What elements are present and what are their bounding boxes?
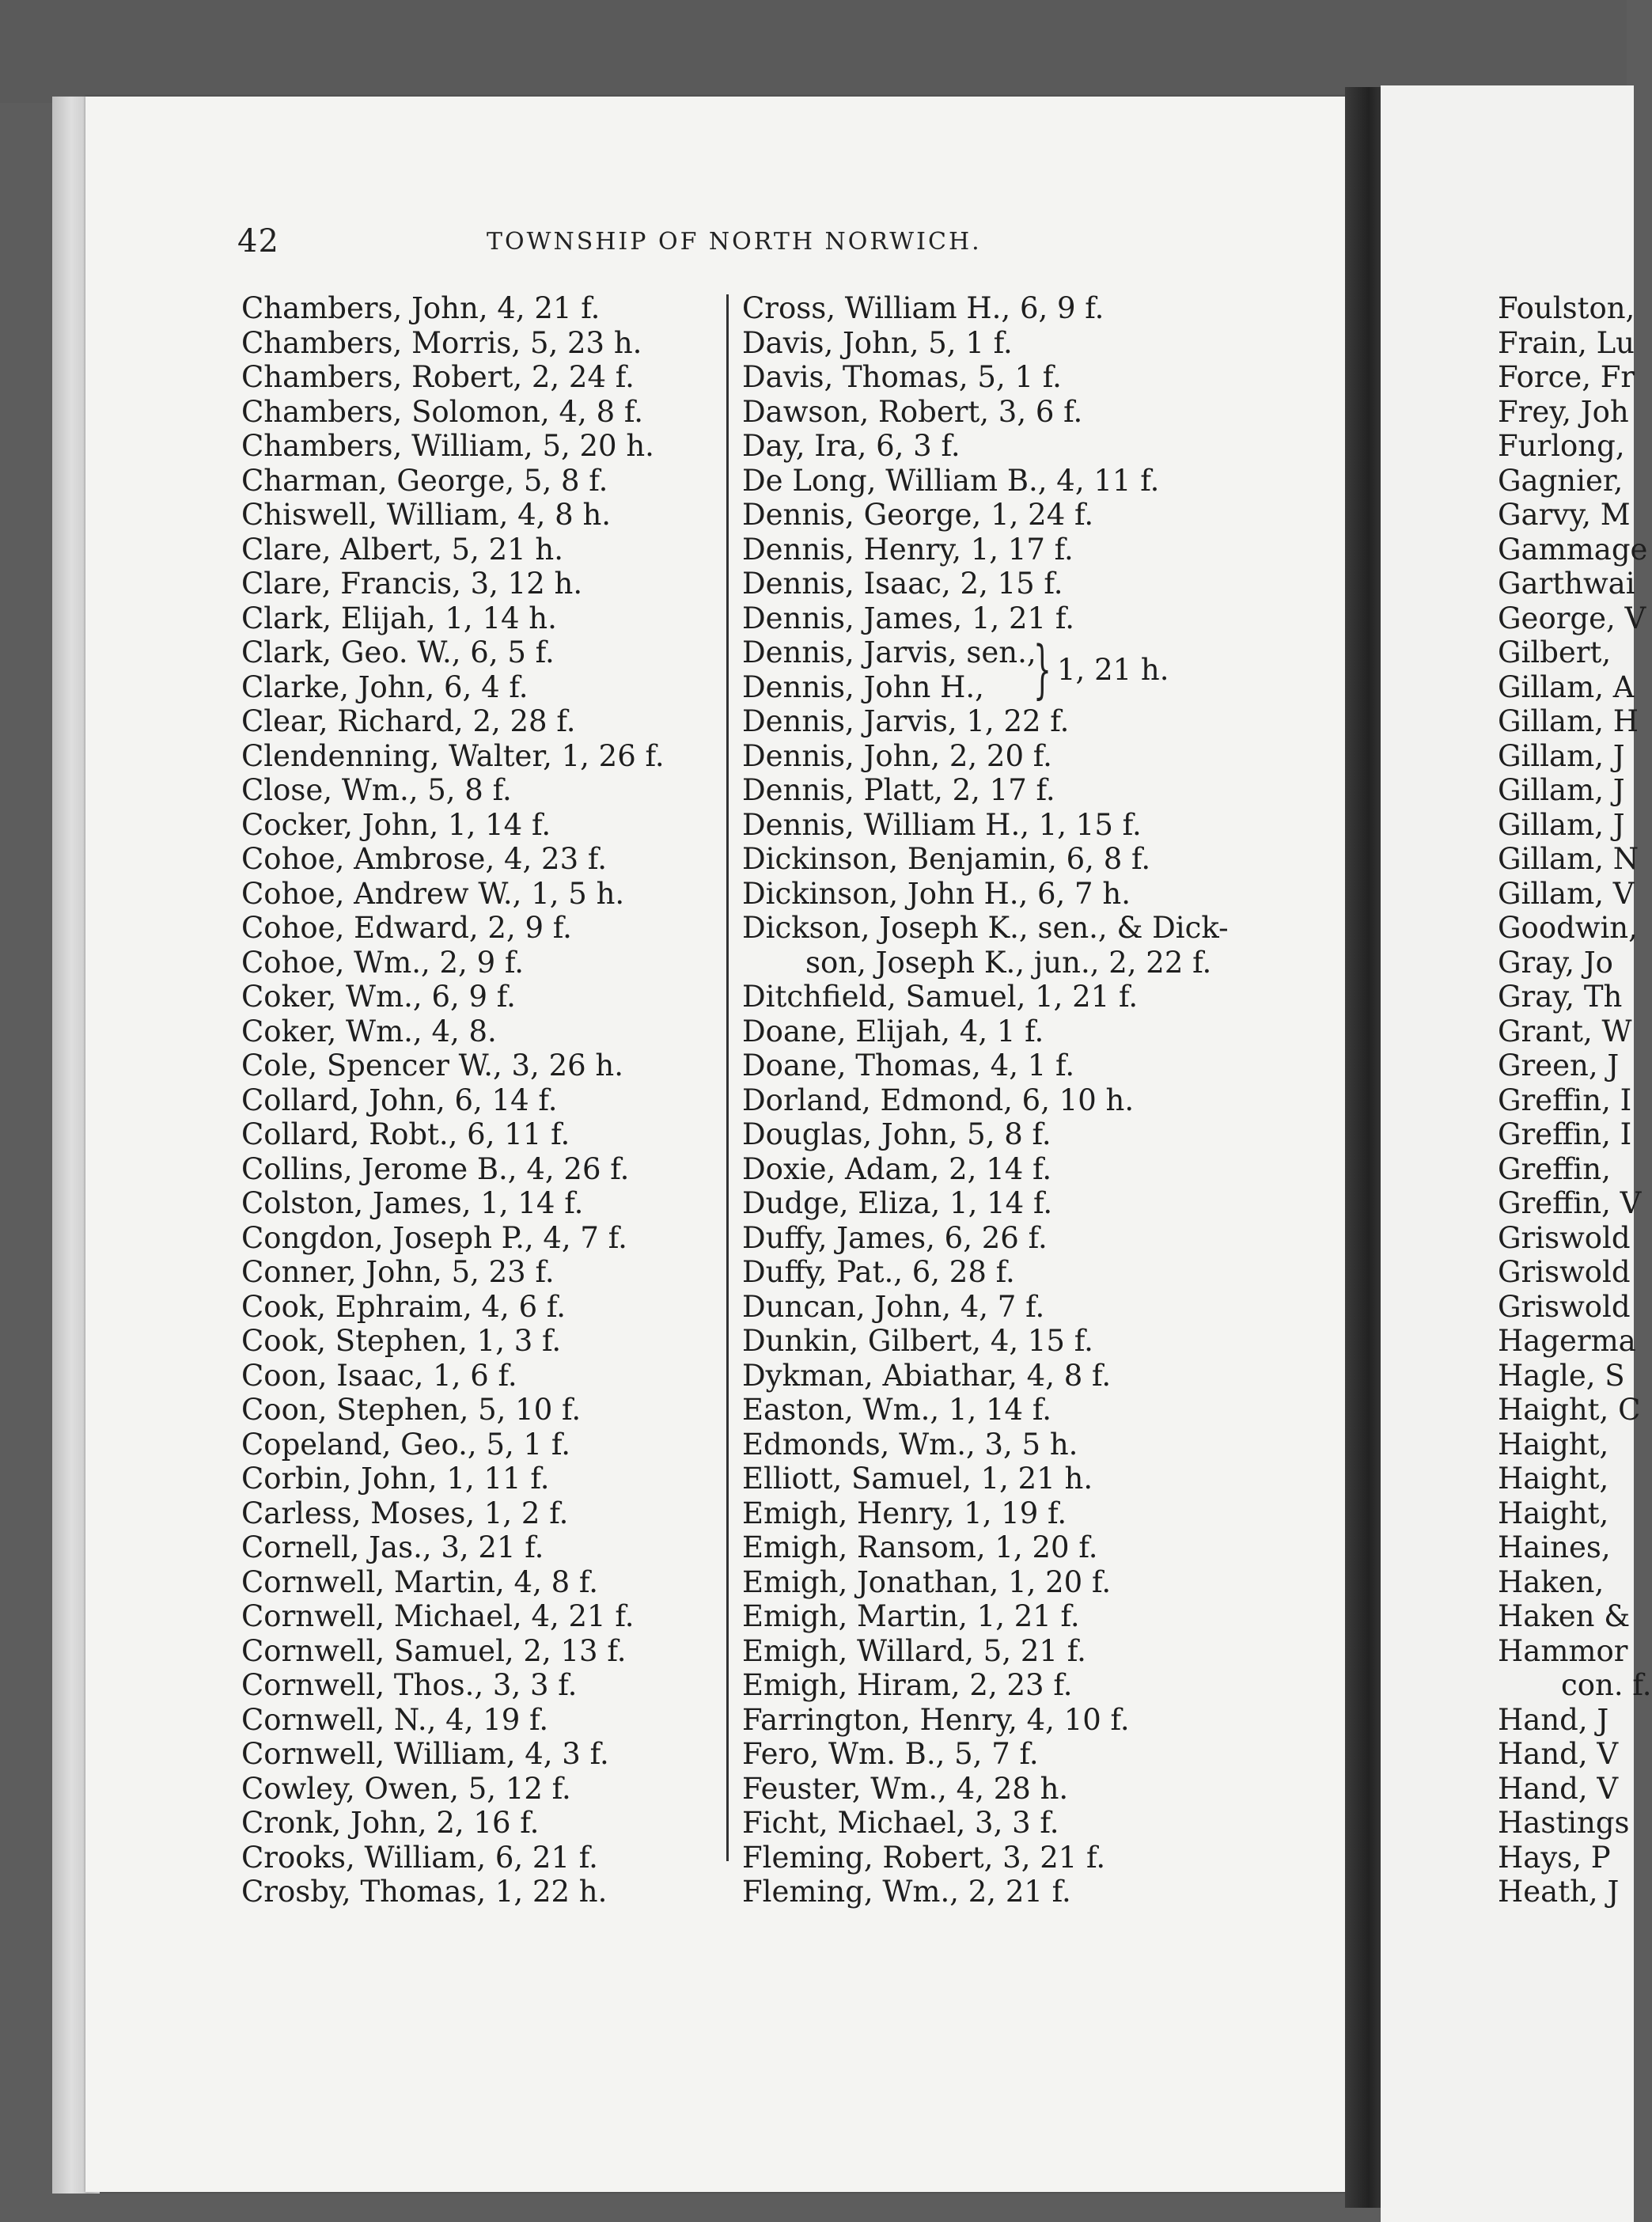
brace-reference: 1, 21 h. [1057, 653, 1169, 687]
list-item: Easton, Wm., 1, 14 f. [742, 1393, 1051, 1427]
list-item: Day, Ira, 6, 3 f. [742, 429, 961, 463]
list-item: Hastings [1498, 1806, 1630, 1840]
list-item: Dennis, Henry, 1, 17 f. [742, 532, 1074, 567]
list-item: Collins, Jerome B., 4, 26 f. [241, 1151, 630, 1186]
list-item: Doane, Thomas, 4, 1 f. [742, 1048, 1075, 1083]
list-item: Cook, Ephraim, 4, 6 f. [241, 1289, 566, 1324]
list-item: Duffy, James, 6, 26 f. [742, 1220, 1048, 1255]
list-item: Emigh, Ransom, 1, 20 f. [742, 1530, 1098, 1564]
running-title: TOWNSHIP OF NORTH NORWICH. [487, 228, 982, 256]
list-item: Gillam, A [1498, 669, 1635, 704]
list-item: Collard, Robt., 6, 11 f. [241, 1117, 570, 1151]
list-item: Dickinson, Benjamin, 6, 8 f. [742, 842, 1151, 876]
list-item: Cornwell, William, 4, 3 f. [241, 1737, 609, 1771]
list-item: Emigh, Hiram, 2, 23 f. [742, 1668, 1073, 1702]
list-item: Frain, Lu [1498, 325, 1635, 360]
list-item: Cohoe, Edward, 2, 9 f. [241, 911, 572, 945]
list-item: Feuster, Wm., 4, 28 h. [742, 1771, 1069, 1806]
list-item: Gillam, H [1498, 704, 1639, 738]
list-item: Dennis, Platt, 2, 17 f. [742, 773, 1055, 807]
list-item: Fleming, Robert, 3, 21 f. [742, 1840, 1106, 1875]
list-item: Dennis, John H., [742, 669, 984, 704]
list-item: Charman, George, 5, 8 f. [241, 463, 608, 498]
list-item: Dickson, Joseph K., sen., & Dick- [742, 911, 1229, 945]
list-item: Clendenning, Walter, 1, 26 f. [241, 738, 665, 773]
list-item: Cornell, Jas., 3, 21 f. [241, 1530, 544, 1564]
list-item: Emigh, Martin, 1, 21 f. [742, 1599, 1080, 1633]
list-item: Garvy, M [1498, 498, 1631, 532]
list-item: Duncan, John, 4, 7 f. [742, 1289, 1045, 1324]
list-item: Duffy, Pat., 6, 28 f. [742, 1255, 1015, 1289]
list-item: Dickinson, John H., 6, 7 h. [742, 876, 1131, 911]
list-item: Gray, Th [1498, 980, 1623, 1014]
list-item: Cross, William H., 6, 9 f. [742, 291, 1104, 325]
list-item: Hagle, S [1498, 1358, 1625, 1393]
list-item: Dennis, Isaac, 2, 15 f. [742, 567, 1063, 601]
list-item: Gillam, V [1498, 876, 1635, 911]
list-item: De Long, William B., 4, 11 f. [742, 463, 1160, 498]
list-item: Coon, Stephen, 5, 10 f. [241, 1393, 582, 1427]
list-item: con. f. [1561, 1668, 1652, 1702]
list-item: Dennis, Jarvis, 1, 22 f. [742, 704, 1070, 738]
list-item: Dennis, John, 2, 20 f. [742, 738, 1052, 773]
column-2-entries-c [742, 980, 1229, 1909]
list-item: Haight, [1498, 1496, 1609, 1530]
list-item: Cohoe, Andrew W., 1, 5 h. [241, 876, 625, 911]
list-item: Emigh, Henry, 1, 19 f. [742, 1496, 1067, 1530]
list-item: Cook, Stephen, 1, 3 f. [241, 1324, 562, 1358]
page-header [237, 223, 1266, 263]
list-item: Hand, V [1498, 1737, 1619, 1771]
list-item: Dennis, George, 1, 24 f. [742, 498, 1094, 532]
list-item: Cornwell, Michael, 4, 21 f. [241, 1599, 635, 1633]
list-item: Colston, James, 1, 14 f. [241, 1186, 584, 1220]
list-item: Gilbert, [1498, 635, 1612, 669]
list-item: Gillam, J [1498, 773, 1625, 807]
list-item: Clare, Albert, 5, 21 h. [241, 532, 564, 567]
list-item: Chambers, John, 4, 21 f. [241, 291, 601, 325]
list-item: Greffin, V [1498, 1186, 1642, 1220]
directory-column-3-cropped [1498, 291, 1652, 1909]
list-item: Farrington, Henry, 4, 10 f. [742, 1702, 1130, 1737]
list-item: Dunkin, Gilbert, 4, 15 f. [742, 1324, 1093, 1358]
list-item: Haken, [1498, 1564, 1605, 1599]
list-item: Coker, Wm., 4, 8. [241, 1014, 497, 1048]
list-item: Haines, [1498, 1530, 1611, 1564]
list-item: Dennis, William H., 1, 15 f. [742, 807, 1142, 842]
list-item: Douglas, John, 5, 8 f. [742, 1117, 1051, 1151]
list-item: Gillam, J [1498, 738, 1625, 773]
list-item: Clark, Elijah, 1, 14 h. [241, 601, 557, 635]
list-item: Corbin, John, 1, 11 f. [241, 1462, 550, 1496]
list-item: Emigh, Willard, 5, 21 f. [742, 1633, 1086, 1668]
list-item: Clarke, John, 6, 4 f. [241, 669, 529, 704]
list-item: Hagerma [1498, 1324, 1636, 1358]
list-item: Clear, Richard, 2, 28 f. [241, 704, 576, 738]
list-item: Griswold [1498, 1220, 1631, 1255]
list-item: Green, J [1498, 1048, 1620, 1083]
list-item: Furlong, [1498, 429, 1625, 463]
list-item: Haight, [1498, 1427, 1609, 1462]
list-item: Cornwell, N., 4, 19 f. [241, 1702, 549, 1737]
list-item: Ficht, Michael, 3, 3 f. [742, 1806, 1059, 1840]
list-item: Gammage [1498, 532, 1648, 567]
list-item: Cornwell, Martin, 4, 8 f. [241, 1564, 599, 1599]
list-item: Chambers, Robert, 2, 24 f. [241, 360, 635, 394]
list-item: Cornwell, Thos., 3, 3 f. [241, 1668, 578, 1702]
page-number: 42 [237, 223, 279, 260]
list-item: Haight, [1498, 1462, 1609, 1496]
list-item: Chambers, Morris, 5, 23 h. [241, 325, 642, 360]
list-item: Crosby, Thomas, 1, 22 h. [241, 1875, 608, 1909]
list-item: Grant, W [1498, 1014, 1632, 1048]
list-item: Dawson, Robert, 3, 6 f. [742, 394, 1083, 429]
directory-column-2 [742, 291, 1229, 1909]
list-item: Crooks, William, 6, 21 f. [241, 1840, 598, 1875]
list-item: Carless, Moses, 1, 2 f. [241, 1496, 569, 1530]
list-item: Close, Wm., 5, 8 f. [241, 773, 512, 807]
list-item: Chambers, William, 5, 20 h. [241, 429, 654, 463]
list-item: Greffin, I [1498, 1083, 1632, 1117]
list-item: Edmonds, Wm., 3, 5 h. [742, 1427, 1078, 1462]
list-item: Gillam, N [1498, 842, 1639, 876]
column-2-entries-b [742, 704, 1229, 946]
list-item: Gillam, J [1498, 807, 1625, 842]
list-item: Cronk, John, 2, 16 f. [241, 1806, 540, 1840]
list-item: Clare, Francis, 3, 12 h. [241, 567, 583, 601]
directory-column-1 [241, 291, 665, 1909]
list-item: Heath, J [1498, 1875, 1620, 1909]
list-item: Chiswell, William, 4, 8 h. [241, 498, 612, 532]
list-item: Cole, Spencer W., 3, 26 h. [241, 1048, 624, 1083]
list-item: Hand, V [1498, 1771, 1619, 1806]
list-item: Hand, J [1498, 1702, 1609, 1737]
list-item: Greffin, I [1498, 1117, 1632, 1151]
list-item: Coker, Wm., 6, 9 f. [241, 980, 516, 1014]
list-item: Davis, John, 5, 1 f. [742, 325, 1013, 360]
list-item: Emigh, Jonathan, 1, 20 f. [742, 1564, 1112, 1599]
list-item: Haight, C [1498, 1393, 1641, 1427]
list-item: Doxie, Adam, 2, 14 f. [742, 1151, 1052, 1186]
list-item: Hammor [1498, 1633, 1628, 1668]
list-item: Clark, Geo. W., 6, 5 f. [241, 635, 555, 669]
list-item: Ditchfield, Samuel, 1, 21 f. [742, 980, 1139, 1014]
brace-entry-group [742, 632, 1229, 706]
list-item: George, V [1498, 601, 1646, 635]
list-item: Coon, Isaac, 1, 6 f. [241, 1358, 517, 1393]
list-item: Greffin, [1498, 1151, 1611, 1186]
curly-brace-icon: } [1033, 632, 1051, 706]
list-item: Cornwell, Samuel, 2, 13 f. [241, 1633, 627, 1668]
column-divider [726, 294, 729, 1861]
list-item: Dorland, Edmond, 6, 10 h. [742, 1083, 1135, 1117]
list-item: Dennis, Jarvis, sen., [742, 635, 1036, 669]
list-item: Dykman, Abiathar, 4, 8 f. [742, 1358, 1112, 1393]
list-item: Griswold [1498, 1289, 1631, 1324]
list-item: Congdon, Joseph P., 4, 7 f. [241, 1220, 627, 1255]
column-2-entries-a [742, 291, 1229, 635]
list-item: Force, Fr [1498, 360, 1635, 394]
list-item: Cowley, Owen, 5, 12 f. [241, 1771, 571, 1806]
list-item: Garthwai [1498, 567, 1635, 601]
list-item: Dudge, Eliza, 1, 14 f. [742, 1186, 1053, 1220]
list-item: Cocker, John, 1, 14 f. [241, 807, 551, 842]
list-item: Davis, Thomas, 5, 1 f. [742, 360, 1062, 394]
list-item: Haken & [1498, 1599, 1631, 1633]
list-item: Elliott, Samuel, 1, 21 h. [742, 1462, 1093, 1496]
list-item: Conner, John, 5, 23 f. [241, 1255, 555, 1289]
list-item: Fleming, Wm., 2, 21 f. [742, 1875, 1071, 1909]
list-item: Cohoe, Ambrose, 4, 23 f. [241, 842, 608, 876]
list-item: Griswold [1498, 1255, 1631, 1289]
list-item: Dennis, James, 1, 21 f. [742, 601, 1074, 635]
list-item: Foulston, [1498, 291, 1635, 325]
list-item: Gray, Jo [1498, 945, 1613, 980]
list-item: Collard, John, 6, 14 f. [241, 1083, 558, 1117]
list-item: Cohoe, Wm., 2, 9 f. [241, 945, 525, 980]
list-item: Doane, Elijah, 4, 1 f. [742, 1014, 1044, 1048]
list-item: Chambers, Solomon, 4, 8 f. [241, 394, 644, 429]
list-item-continuation: son, Joseph K., jun., 2, 22 f. [805, 945, 1212, 980]
list-item: Gagnier, [1498, 463, 1624, 498]
list-item: Copeland, Geo., 5, 1 f. [241, 1427, 570, 1462]
list-item: Fero, Wm. B., 5, 7 f. [742, 1737, 1039, 1771]
list-item: Hays, P [1498, 1840, 1611, 1875]
list-item: Frey, Joh [1498, 394, 1629, 429]
list-item: Goodwin, [1498, 911, 1638, 945]
